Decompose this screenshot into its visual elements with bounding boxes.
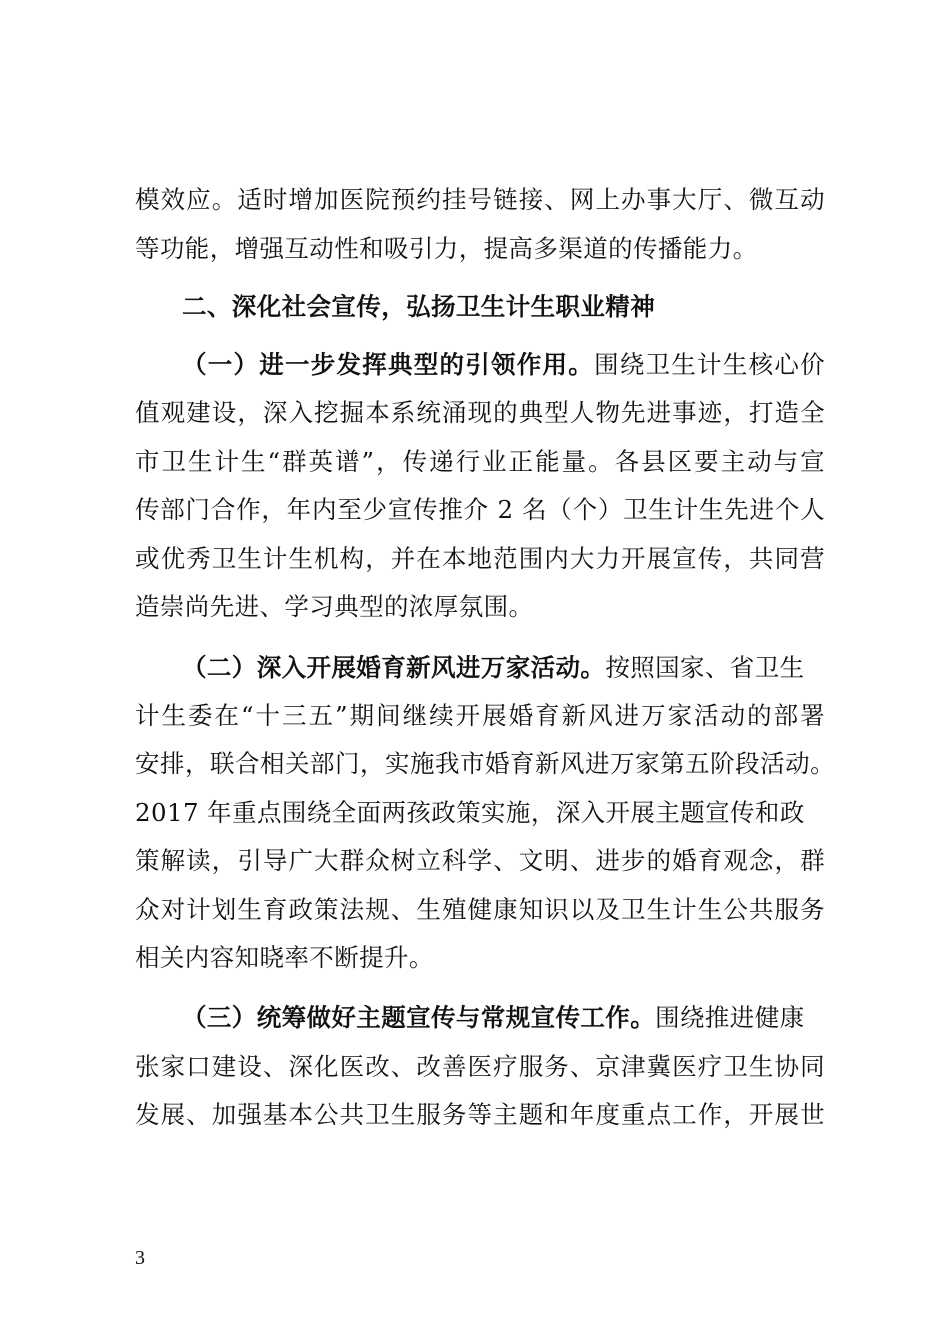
body-line: 造崇尚先进、学习典型的浓厚氛围。 <box>135 592 534 621</box>
body-line: 计生委在“十三五”期间继续开展婚育新风进万家活动的部署 <box>135 701 825 730</box>
body-line: 市卫生计生“群英谱”，传递行业正能量。各县区要主动与宣 <box>135 447 825 476</box>
body-line: 安排，联合相关部门，实施我市婚育新风进万家第五阶段活动。 <box>135 749 835 778</box>
body-line: 等功能，增强互动性和吸引力，提高多渠道的传播能力。 <box>135 234 758 263</box>
subheading-3: （三）统筹做好主题宣传与常规宣传工作。 <box>182 1003 656 1032</box>
paragraph-first-line <box>182 1002 825 1034</box>
body-line: 模效应。适时增加医院预约挂号链接、网上办事大厅、微互动 <box>135 185 825 214</box>
body-line: 众对计划生育政策法规、生殖健康知识以及卫生计生公共服务 <box>135 895 825 924</box>
body-line: 值观建设，深入挖掘本系统涌现的典型人物先进事迹，打造全 <box>135 398 825 427</box>
body-line: 策解读，引导广大群众树立科学、文明、进步的婚育观念，群 <box>135 846 825 875</box>
body-line: 相关内容知晓率不断提升。 <box>135 943 434 972</box>
body-text: 按照国家、省卫生 <box>605 653 805 682</box>
page-number: 3 <box>135 1247 145 1269</box>
body-text: 围绕卫生计生核心价 <box>594 350 825 379</box>
section-heading: 二、深化社会宣传，弘扬卫生计生职业精神 <box>182 292 656 321</box>
body-line: 传部门合作，年内至少宣传推介 2 名（个）卫生计生先进个人 <box>135 495 825 524</box>
subheading-2: （二）深入开展婚育新风进万家活动。 <box>182 653 606 682</box>
body-text: 围绕推进健康 <box>655 1003 805 1032</box>
body-line: 或优秀卫生计生机构，并在本地范围内大力开展宣传，共同营 <box>135 544 825 573</box>
paragraph-first-line <box>182 349 825 381</box>
subheading-1: （一）进一步发挥典型的引领作用。 <box>182 350 595 379</box>
paragraph-first-line <box>182 652 825 684</box>
body-line: 2017 年重点围绕全面两孩政策实施，深入开展主题宣传和政 <box>135 798 805 827</box>
body-line: 张家口建设、深化医改、改善医疗服务、京津冀医疗卫生协同 <box>135 1052 825 1081</box>
body-line: 发展、加强基本公共卫生服务等主题和年度重点工作，开展世 <box>135 1100 825 1129</box>
